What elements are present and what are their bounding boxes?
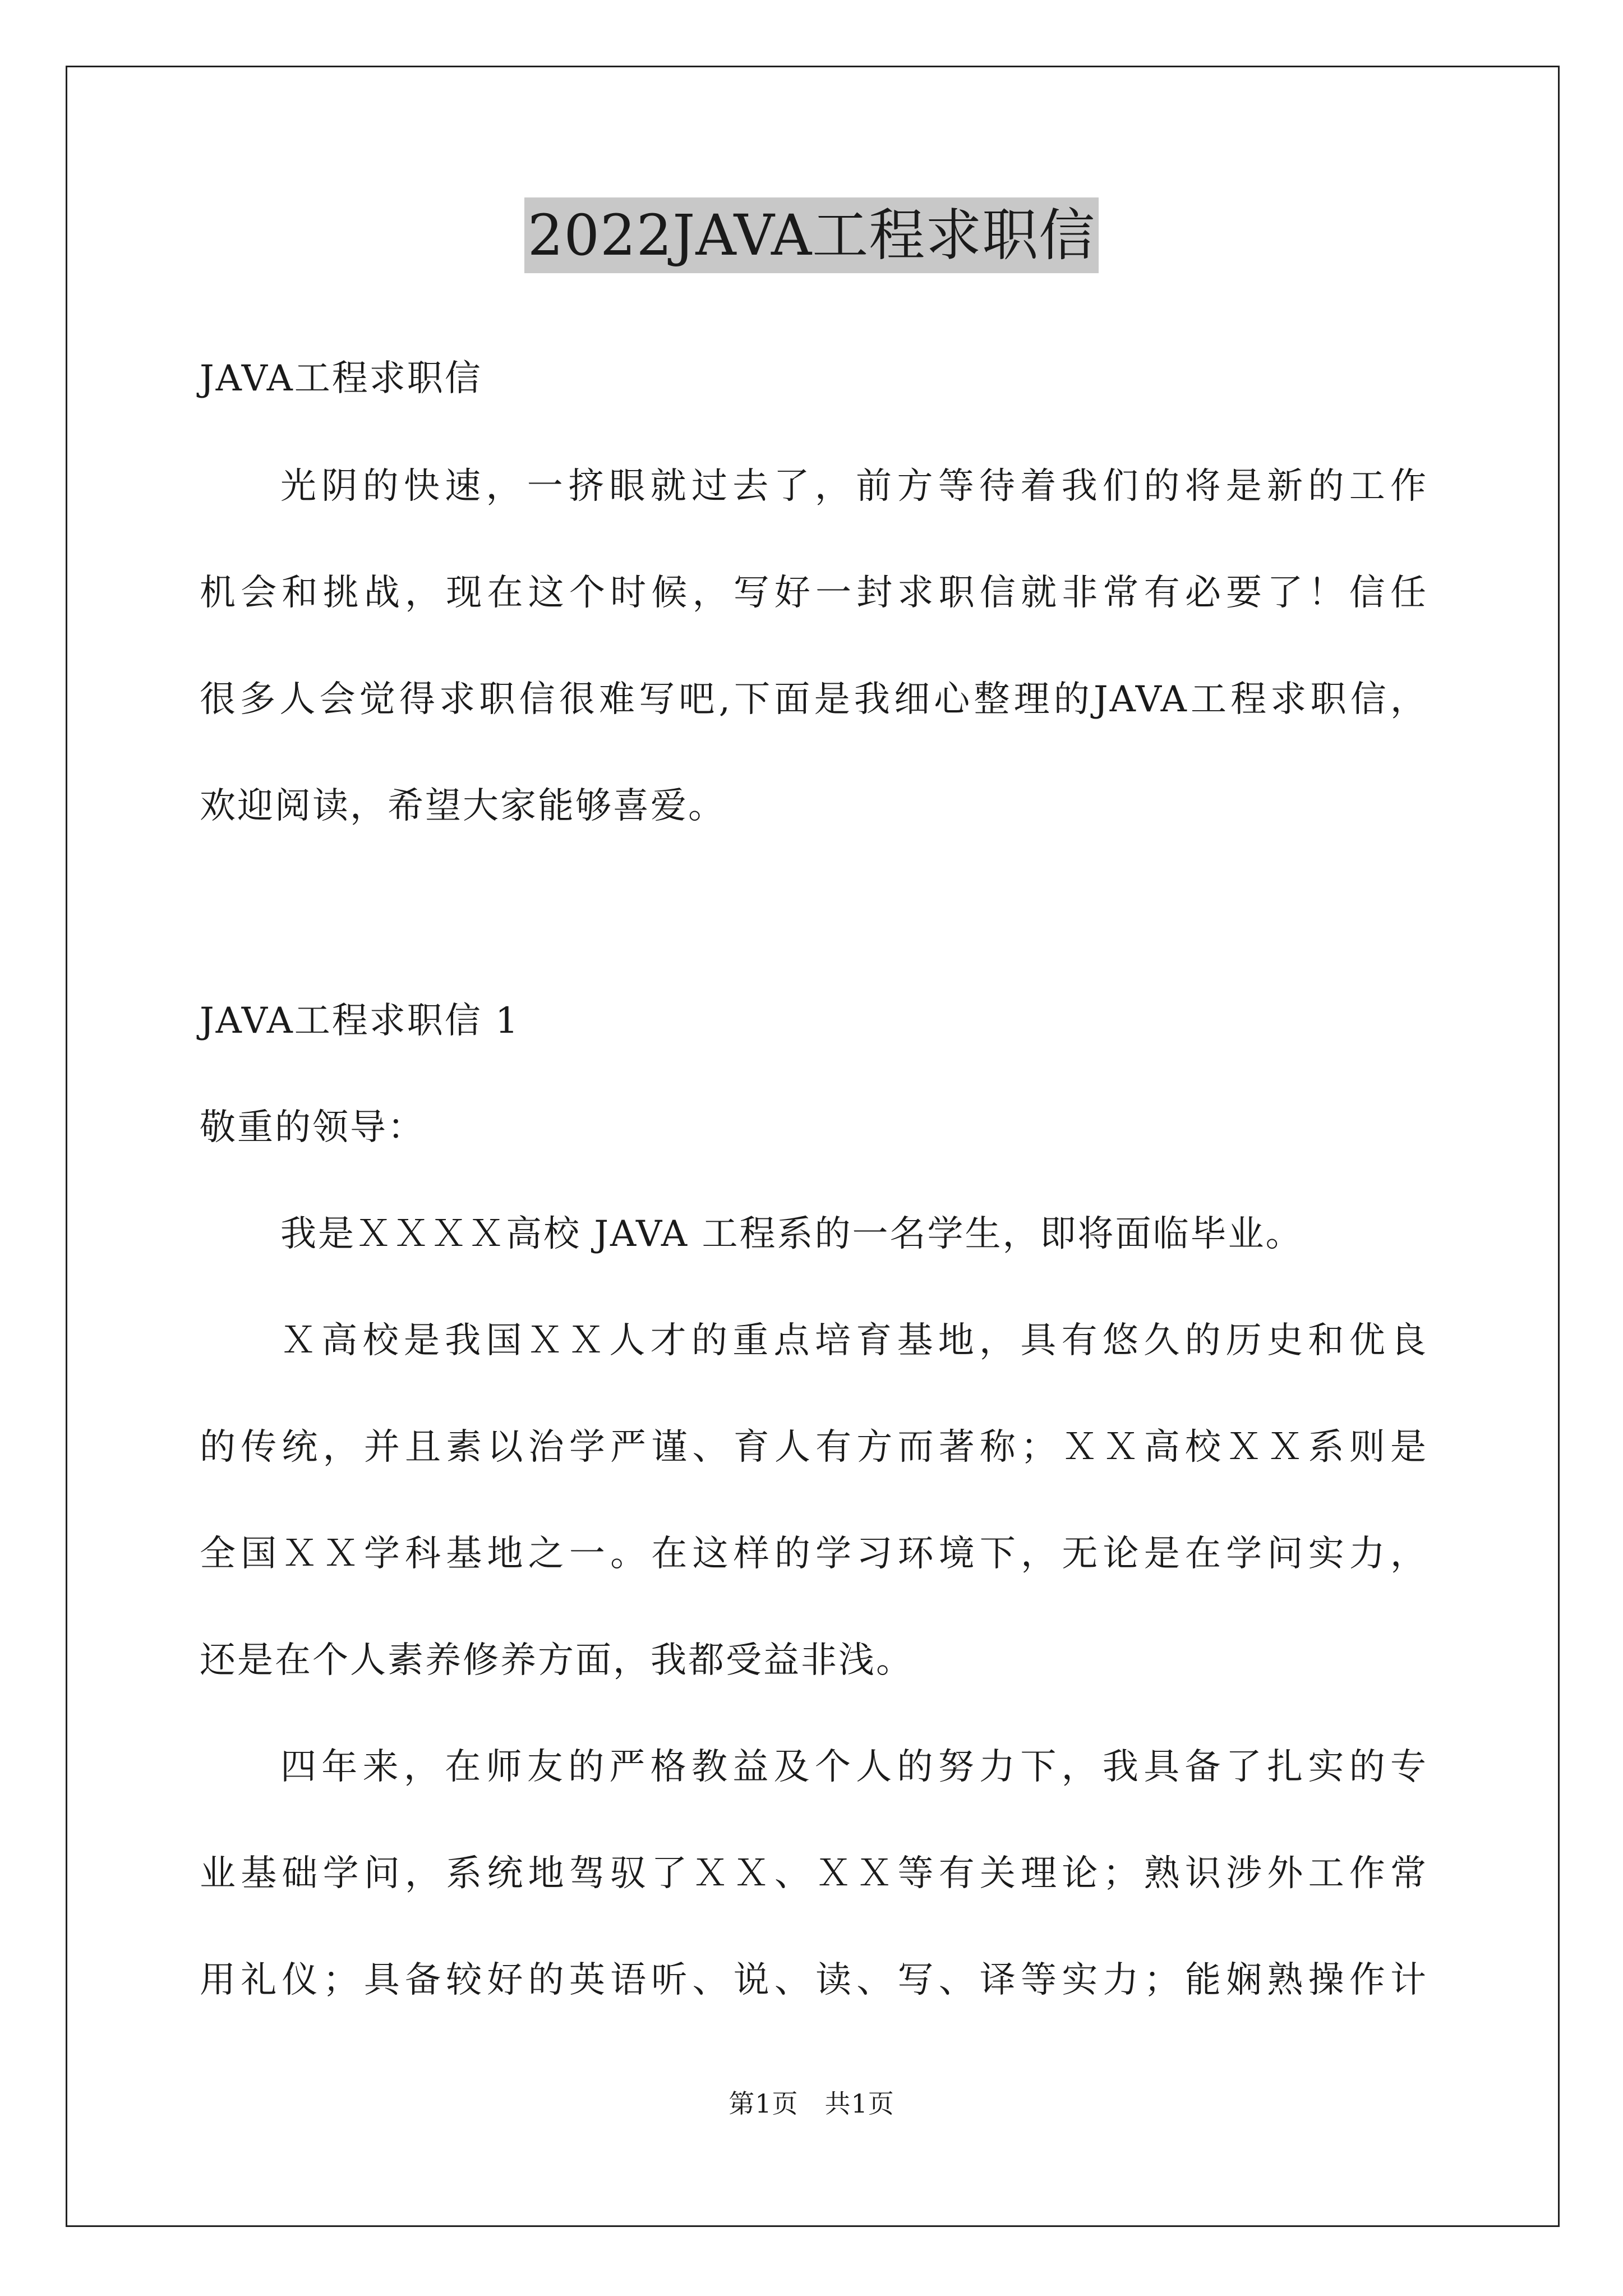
- body-line-4: 全国ＸＸ学科基地之一。在这样的学习环境下，无论是在学问实力，: [200, 1533, 1428, 1575]
- title-container: [0, 197, 1623, 273]
- intro-line-3: 很多人会觉得求职信很难写吧,下面是我细心整理的JAVA工程求职信，: [200, 679, 1428, 720]
- intro-line-1: 光阴的快速，一挤眼就过去了，前方等待着我们的将是新的工作: [280, 466, 1428, 507]
- document-title: 2022JAVA工程求职信: [524, 197, 1099, 273]
- body-line-7: 业基础学问，系统地驾驭了ＸＸ、ＸＸ等有关理论；熟识涉外工作常: [200, 1853, 1428, 1894]
- section-heading: JAVA工程求职信 1: [200, 1000, 520, 1042]
- body-line-3: 的传统，并且素以治学严谨、育人有方而著称；ＸＸ高校ＸＸ系则是: [200, 1427, 1428, 1468]
- body-line-2: Ｘ高校是我国ＸＸ人才的重点培育基地，具有悠久的历史和优良: [280, 1320, 1428, 1361]
- intro-line-2: 机会和挑战，现在这个时候，写好一封求职信就非常有必要了！信任: [200, 572, 1428, 614]
- subtitle: JAVA工程求职信: [200, 358, 482, 399]
- salutation: 敬重的领导：: [200, 1107, 425, 1148]
- body-line-1: 我是ＸＸＸＸ高校 JAVA 工程系的一名学生，即将面临毕业。: [280, 1213, 1303, 1255]
- body-line-6: 四年来，在师友的严格教益及个人的努力下，我具备了扎实的专: [280, 1746, 1428, 1788]
- body-line-8: 用礼仪；具备较好的英语听、说、读、写、译等实力；能娴熟操作计: [200, 1959, 1428, 2001]
- body-line-5: 还是在个人素养修养方面，我都受益非浅。: [200, 1640, 914, 1681]
- page-footer: 第1页 共1页: [728, 2088, 895, 2119]
- intro-line-4: 欢迎阅读，希望大家能够喜爱。: [200, 785, 726, 827]
